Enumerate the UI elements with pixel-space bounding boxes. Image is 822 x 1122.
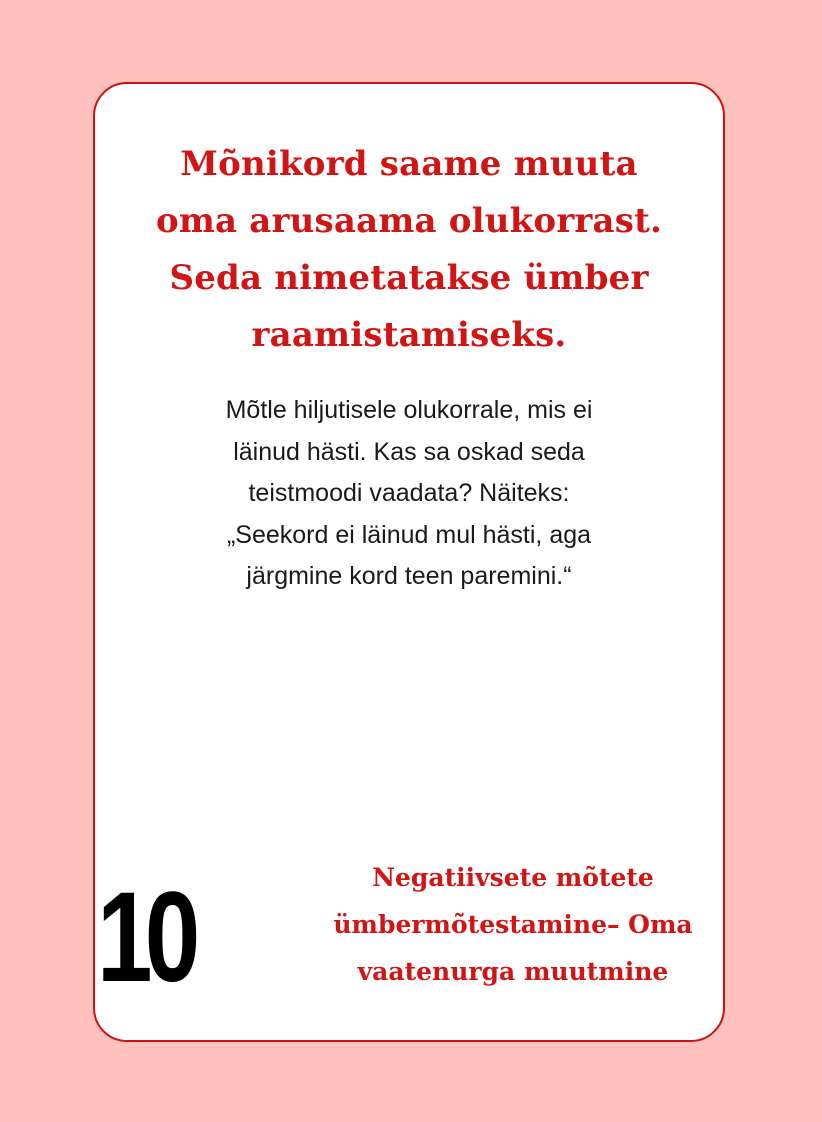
card-headline (95, 136, 723, 364)
card-body (95, 390, 723, 598)
headline-line: Mõnikord saame muuta (180, 144, 638, 184)
headline-line: raamistamiseks. (251, 315, 567, 355)
card (93, 82, 725, 1042)
body-line: läinud hästi. Kas sa oskad seda (233, 437, 585, 466)
body-line: teistmoodi vaadata? Näiteks: (248, 479, 570, 507)
headline-line: oma arusaama olukorrast. (155, 201, 663, 241)
headline-line: Seda nimetatakse ümber (169, 258, 649, 298)
category-line: Negatiivsete mõtete (372, 863, 654, 892)
card-category (313, 854, 713, 995)
body-line: Mõtle hiljutisele olukorrale, mis ei (225, 396, 593, 424)
body-line: järgmine kord teen paremini.“ (246, 562, 572, 590)
card-number: 10 (97, 866, 193, 1009)
body-line: „Seekord ei läinud mul hästi, aga (226, 520, 592, 549)
category-line: vaatenurga muutmine (357, 957, 669, 986)
category-line: ümbermõtestamine– Oma (333, 910, 693, 939)
